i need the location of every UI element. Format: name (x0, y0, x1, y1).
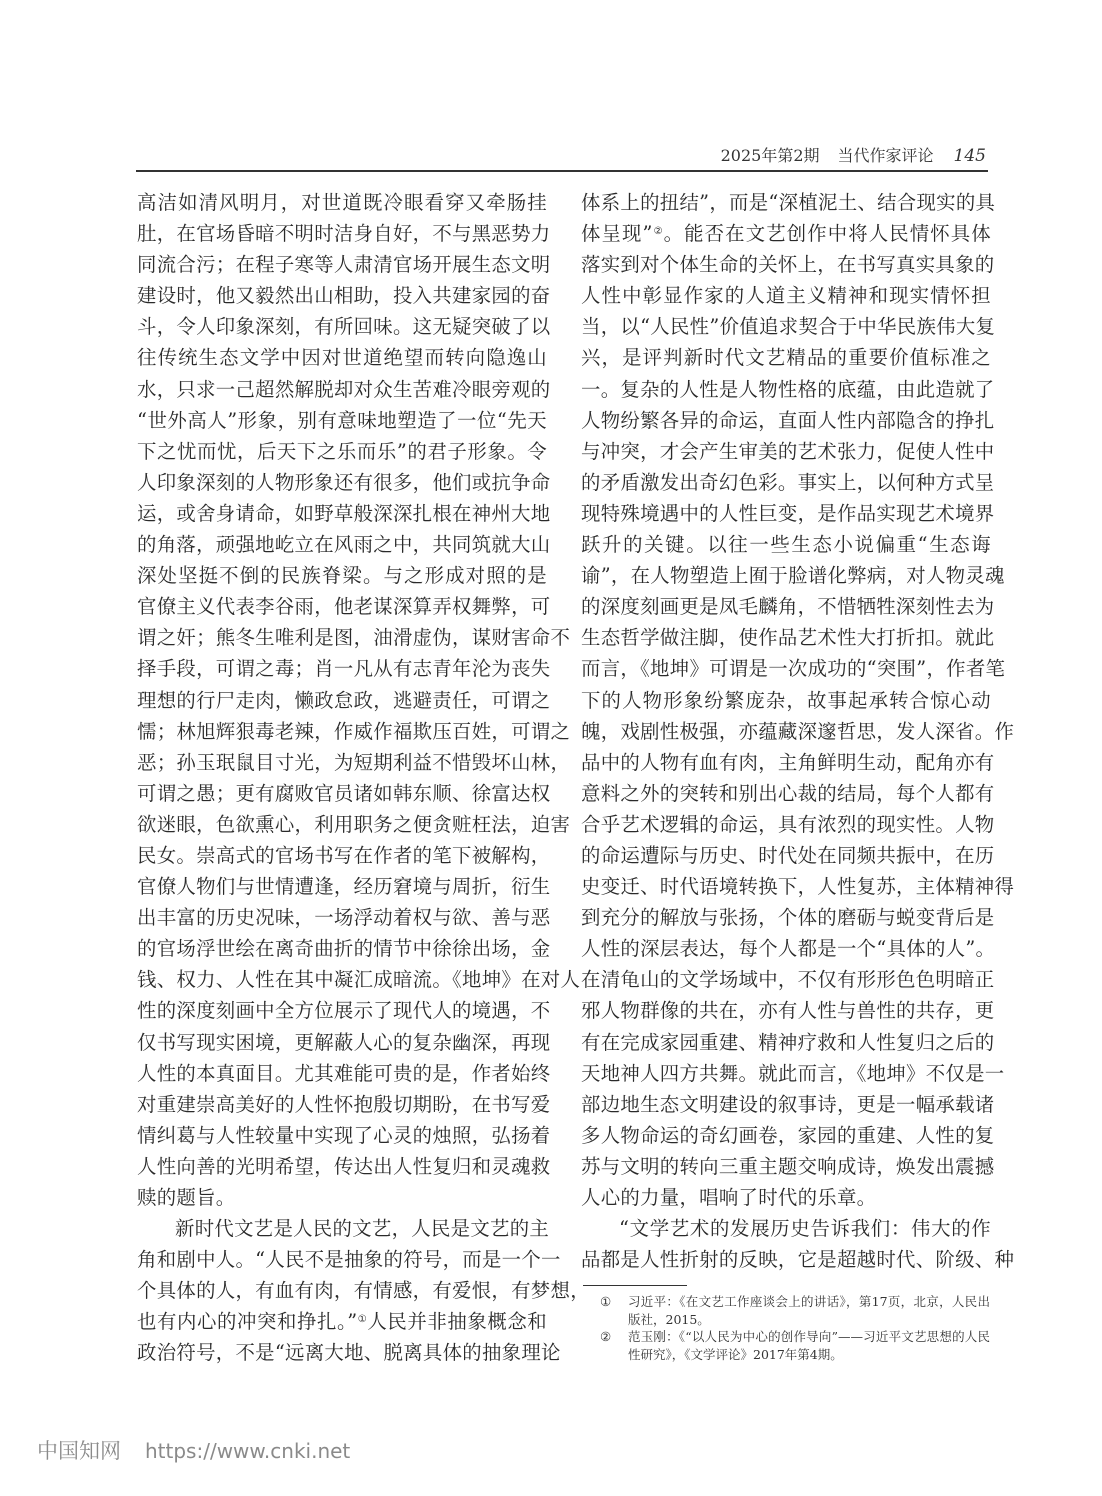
text-line: 邪人物群像的共在，亦有人性与兽性的共存，更 (581, 999, 995, 1023)
text-line: 赎的题旨。 (137, 1186, 236, 1209)
footnotes (600, 1293, 990, 1363)
text-line: 水，只求一己超然解脱却对众生苦难冷眼旁观的 (137, 377, 551, 401)
watermark-brand: 中国知网 (37, 1439, 121, 1463)
text-line: 意料之外的突转和别出心裁的结局，每个人都有 (581, 781, 995, 805)
footnote-item (600, 1328, 990, 1363)
text-line: 魄，戏剧性极强，亦蕴藏深邃哲思，发人深省。作 (581, 719, 1015, 743)
text-line: 恶；孙玉珉鼠目寸光，为短期利益不惜毁坏山林， (137, 750, 571, 774)
text-line: 可谓之愚；更有腐败官员诸如韩东顺、徐富达权 (137, 781, 551, 805)
text-line: 斗，令人印象深刻，有所回味。这无疑突破了以 (137, 315, 551, 339)
text-line: 肚，在官场昏暗不明时洁身自好，不与黑恶势力 (137, 222, 551, 246)
left-text-column (137, 187, 590, 1369)
footnote-divider (583, 1285, 687, 1286)
text-line: 谕”，在人物塑造上囿于脸谱化弊病，对人物灵魂 (581, 564, 1005, 588)
text-line: 的矛盾激发出奇幻色彩。事实上，以何种方式呈 (581, 470, 995, 494)
text-line: 的深度刻画更是凤毛麟角，不惜牺牲深刻性去为 (581, 595, 995, 619)
text-line: 合乎艺术逻辑的命运，具有浓烈的现实性。人物 (581, 812, 995, 836)
text-line: 下之忧而忧，后天下之乐而乐”的君子形象。令 (137, 439, 547, 463)
text-line: 人性的本真面目。尤其难能可贵的是，作者始终 (137, 1061, 551, 1085)
text-line: 多人物命运的奇幻画卷，家园的重建、人性的复 (581, 1123, 995, 1147)
text-line: 性的深度刻画中全方位展示了现代人的境遇，不 (137, 999, 551, 1023)
text-line: 欲迷眼，色欲熏心，利用职务之便贪赃枉法，迫害 (137, 812, 571, 836)
text-line (137, 1306, 547, 1337)
page-number: 145 (953, 146, 986, 166)
text-segment: 。能否在文艺创作中将人民情怀具体 (663, 222, 991, 246)
text-line: 懦；林旭辉狠毒老辣，作威作福欺压百姓，可谓之 (137, 719, 571, 743)
footnote-ref[interactable]: ② (652, 226, 664, 238)
footnote-number: ① (600, 1294, 612, 1309)
text-line: 理想的行尸走肉，懒政怠政，逃避责任，可谓之 (137, 688, 551, 712)
text-line: 一。复杂的人性是人物性格的底蕴，由此造就了 (581, 377, 995, 401)
text-line: 政治符号，不是“远离大地、脱离具体的抽象理论 (137, 1341, 561, 1365)
text-line: 择手段，可谓之毒；肖一凡从有志青年沦为丧失 (137, 657, 551, 681)
text-segment: 人民并非抽象概念和 (367, 1310, 547, 1334)
text-line: 下的人物形象纷繁庞杂，故事起承转合惊心动 (581, 688, 991, 712)
text-line: 往传统生态文学中因对世道绝望而转向隐逸山 (137, 346, 547, 370)
text-line: 对重建崇高美好的人性怀抱殷切期盼，在书写爱 (137, 1092, 551, 1116)
text-line: 的角落，顽强地屹立在风雨之中，共同筑就大山 (137, 533, 551, 557)
text-line: 在清龟山的文学场域中，不仅有形形色色明暗正 (581, 968, 995, 992)
text-line: 角和剧中人。“人民不是抽象的符号，而是一个一 (137, 1248, 561, 1272)
text-line: 而言，《地坤》可谓是一次成功的“突围”，作者笔 (581, 657, 1006, 681)
text-line: 兴，是评判新时代文艺精品的重要价值标准之 (581, 346, 991, 370)
text-line: 新时代文艺是人民的文艺，人民是文艺的主 (175, 1217, 550, 1241)
text-line: 与冲突，才会产生审美的艺术张力，促使人性中 (581, 439, 995, 463)
footnote-text: 习近平：《在文艺工作座谈会上的讲话》，第17页，北京，人民出版社，2015。 (628, 1294, 990, 1327)
footnote-item (600, 1293, 990, 1328)
watermark (37, 1435, 350, 1465)
text-line: 史变迁、时代语境转换下，人性复苏，主体精神得 (581, 875, 1015, 899)
text-line: “世外高人”形象，别有意味地塑造了一位“先天 (137, 408, 547, 432)
text-line: 同流合污；在程子寒等人肃清官场开展生态文明 (137, 253, 551, 277)
text-line: 现特殊境遇中的人性巨变，是作品实现艺术境界 (581, 501, 995, 525)
text-line: 出丰富的历史况味，一场浮动着权与欲、善与恶 (137, 906, 551, 930)
text-line: 仅书写现实困境，更解蔽人心的复杂幽深，再现 (137, 1030, 551, 1054)
watermark-url: https://www.cnki.net (145, 1439, 351, 1463)
footnote-ref[interactable]: ① (357, 1314, 368, 1326)
text-line: 情纠葛与人性较量中实现了心灵的烛照，弘扬着 (137, 1123, 551, 1147)
text-line: 的官场浮世绘在离奇曲折的情节中徐徐出场，金 (137, 937, 551, 961)
text-line: 钱、权力、人性在其中凝汇成暗流。《地坤》在对人 (137, 968, 581, 992)
text-line: 当，以“人民性”价值追求契合于中华民族伟大复 (581, 315, 996, 339)
text-line: 品中的人物有血有肉，主角鲜明生动，配角亦有 (581, 750, 995, 774)
right-text-column (581, 187, 1015, 1275)
text-line: 建设时，他又毅然出山相助，投入共建家园的奋 (137, 284, 551, 308)
text-line: 人心的力量，唱响了时代的乐章。 (581, 1186, 877, 1209)
text-line: 民女。崇高式的官场书写在作者的笔下被解构， (137, 843, 551, 867)
text-line: 苏与文明的转向三重主题交响成诗，焕发出震撼 (581, 1154, 995, 1178)
text-line (581, 218, 991, 249)
text-line: 跃升的关键。以往一些生态小说偏重“生态诲 (581, 533, 991, 557)
text-line: 品都是人性折射的反映，它是超越时代、阶级、种 (581, 1248, 1015, 1272)
text-line: 谓之奸；熊冬生唯利是图，油滑虚伪，谋财害命不 (137, 626, 571, 650)
footnote-number: ② (600, 1329, 612, 1344)
text-line: 到充分的解放与张扬，个体的磨砺与蜕变背后是 (581, 906, 995, 930)
text-segment: 体呈现” (581, 222, 653, 246)
text-line: 的命运遭际与历史、时代处在同频共振中，在历 (581, 843, 995, 867)
text-line: 人物纷繁各异的命运，直面人性内部隐含的挣扎 (581, 408, 995, 432)
text-line: 官僚人物们与世情遭逢，经历窘境与周折，衍生 (137, 875, 551, 899)
text-line: 个具体的人，有血有肉，有情感，有爱恨，有梦想， (137, 1279, 590, 1303)
text-line: 生态哲学做注脚，使作品艺术性大打折扣。就此 (581, 626, 995, 650)
text-line: 落实到对个体生命的关怀上，在书写真实具象的 (581, 253, 995, 277)
running-header (136, 140, 988, 172)
journal-name: 当代作家评论 (837, 146, 934, 165)
text-line: 人印象深刻的人物形象还有很多，他们或抗争命 (137, 470, 551, 494)
text-line: 官僚主义代表李谷雨，他老谋深算弄权舞弊，可 (137, 595, 551, 619)
text-line: 深处坚挺不倒的民族脊梁。与之形成对照的是 (137, 564, 547, 588)
text-line: 体系上的扭结”，而是“深植泥土、结合现实的具 (581, 191, 996, 214)
text-line: 天地神人四方共舞。就此而言，《地坤》不仅是一 (581, 1061, 1005, 1085)
text-line: 人性的深层表达，每个人都是一个“具体的人”。 (581, 937, 996, 961)
text-line: 人性中彰显作家的人道主义精神和现实情怀担 (581, 284, 991, 308)
header-text (721, 143, 986, 166)
text-line: 运，或舍身请命，如野草般深深扎根在神州大地 (137, 501, 551, 525)
issue-label: 2025年第2期 (720, 146, 820, 165)
text-line: “文学艺术的发展历史告诉我们：伟大的作 (619, 1217, 991, 1241)
footnote-text: 范玉刚：《“以人民为中心的创作导向”——习近平文艺思想的人民性研究》，《文学评论》2017年第4期。 (628, 1329, 990, 1362)
text-line: 有在完成家园重建、精神疗救和人性复归之后的 (581, 1030, 995, 1054)
text-line: 人性向善的光明希望，传达出人性复归和灵魂救 (137, 1154, 551, 1178)
text-line: 部边地生态文明建设的叙事诗，更是一幅承载诸 (581, 1092, 995, 1116)
text-segment: 也有内心的冲突和挣扎。” (137, 1310, 358, 1334)
text-line: 高洁如清风明月，对世道既冷眼看穿又牵肠挂 (137, 191, 547, 214)
